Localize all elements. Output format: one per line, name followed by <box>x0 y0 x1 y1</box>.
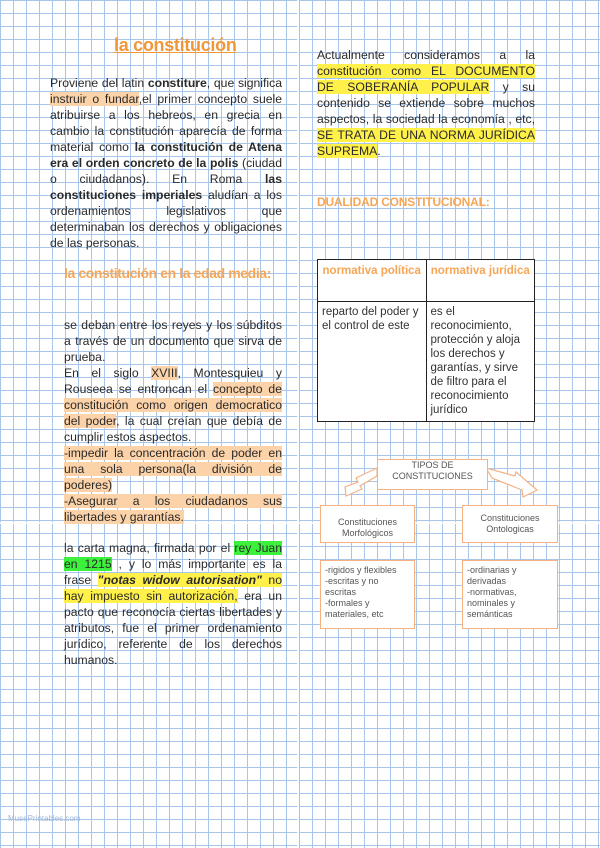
highlight: "notas widow autorisation" <box>97 573 262 587</box>
text: Proviene del latin <box>50 76 148 90</box>
highlight: rey Juan en 1215 <box>64 541 282 571</box>
text: , Montesquieu y Rouseea se entroncan el <box>64 366 282 396</box>
text: se deban entre los reyes y los súbditos a través de un documento que sirva de prueba. <box>64 318 282 364</box>
list-item: -formales y materiales, etc <box>325 598 384 619</box>
text: En el siglo <box>64 366 152 380</box>
highlight: no hay impuesto sin autorización, <box>64 573 282 603</box>
bold-text: constiture <box>147 76 207 90</box>
table-header-row <box>318 260 535 302</box>
page-title: la constitución <box>114 35 237 55</box>
cell-juridica: es el reconocimiento, protección y aloja los derechos y garantías, y sirve de filtro para el reconocimiento jurídico <box>426 302 535 422</box>
highlight: instruir o fundar <box>50 92 139 106</box>
list-item: -rigidos y flexibles <box>325 565 397 575</box>
morfologicos-list-box <box>320 560 415 629</box>
text: , que significa <box>206 76 282 90</box>
ontologicas-box <box>462 505 558 543</box>
watermark: MusePrintables.com <box>8 814 81 823</box>
text: , la cual creían que debía de cumplir estos aspectos. <box>64 414 282 444</box>
carta-magna-paragraph <box>64 540 282 668</box>
tipos-box <box>377 459 488 490</box>
morfologicos-box <box>320 505 415 543</box>
ontologicas-line-2: Ontologicas <box>486 524 534 534</box>
cell-politica: reparto del poder y el control de este <box>318 302 427 422</box>
left-arrow <box>345 468 377 496</box>
edad-media-paragraph <box>64 317 282 525</box>
ontologicas-list-box <box>462 560 558 629</box>
actualmente-paragraph <box>317 47 535 159</box>
text: la carta magna, firmada por el <box>64 541 235 555</box>
bold-text: la constitución de Atena era el orden concreto de la polis <box>50 140 282 170</box>
text: . <box>377 144 381 158</box>
highlight: -Asegurar a los ciudadanos sus libertades y garantías. <box>64 494 282 524</box>
intro-paragraph <box>50 75 282 251</box>
dualidad-heading: DUALIDAD CONSTITUCIONAL: <box>317 195 490 209</box>
list-item: -escritas y no escritas <box>325 576 379 597</box>
ontologicas-line-1: Constituciones <box>480 513 540 523</box>
list-item: -ordinarias y derivadas <box>467 565 517 586</box>
morfologicos-line-2: Morfológicos <box>341 528 394 538</box>
fold-line-vertical <box>297 0 299 848</box>
bold-text: las constituciones imperiales <box>50 172 282 202</box>
text: era un pacto que reconocía ciertas libertades y atributos, fue el primer ordenamiento jurídico, referente de los derechos humanos. <box>64 589 282 667</box>
tipos-line-1: TIPOS DE <box>411 460 454 470</box>
right-arrow <box>486 468 537 497</box>
table-row <box>318 302 535 422</box>
header-normativa-politica: normativa política <box>318 260 427 302</box>
text: ,el primer concepto suele atribuirse a los hebreos, en grecia en cambio la constitución aparecía de forma material como <box>50 92 282 154</box>
section-heading-edad-media: la constitución en la edad media: <box>64 265 271 281</box>
header-normativa-juridica: normativa jurídica <box>426 260 535 302</box>
text: (ciudad o ciudadanos). En Roma <box>50 156 282 186</box>
text: Actualmente consideramos a la <box>317 48 535 62</box>
dualidad-table <box>317 259 535 422</box>
list-item: -normativas, nominales y semánticas <box>467 587 517 619</box>
highlight: -impedir la concentración de poder en una sola persona(la división de poderes) <box>64 446 282 492</box>
morfologicos-line-1: Constituciones <box>337 517 398 527</box>
highlight: concepto de constitución como origen democratico del poder <box>64 382 282 428</box>
text: , y lo más importante es la frase <box>64 557 282 587</box>
highlight: XVIII <box>151 366 178 380</box>
highlight: constitución como EL DOCUMENTO DE SOBERANÍA POPULAR <box>317 64 535 94</box>
tipos-line-2: CONSTITUCIONES <box>392 471 473 481</box>
text: aludían a los ordenamientos legislativos que determinaban los derechos y obligaciones de las personas. <box>50 188 282 250</box>
text: y su contenido se extiende sobre muchos aspectos, la sociedad la economía , etc, <box>317 80 535 126</box>
highlight: SE TRATA DE UNA NORMA JURÍDICA SUPREMA <box>317 128 535 158</box>
